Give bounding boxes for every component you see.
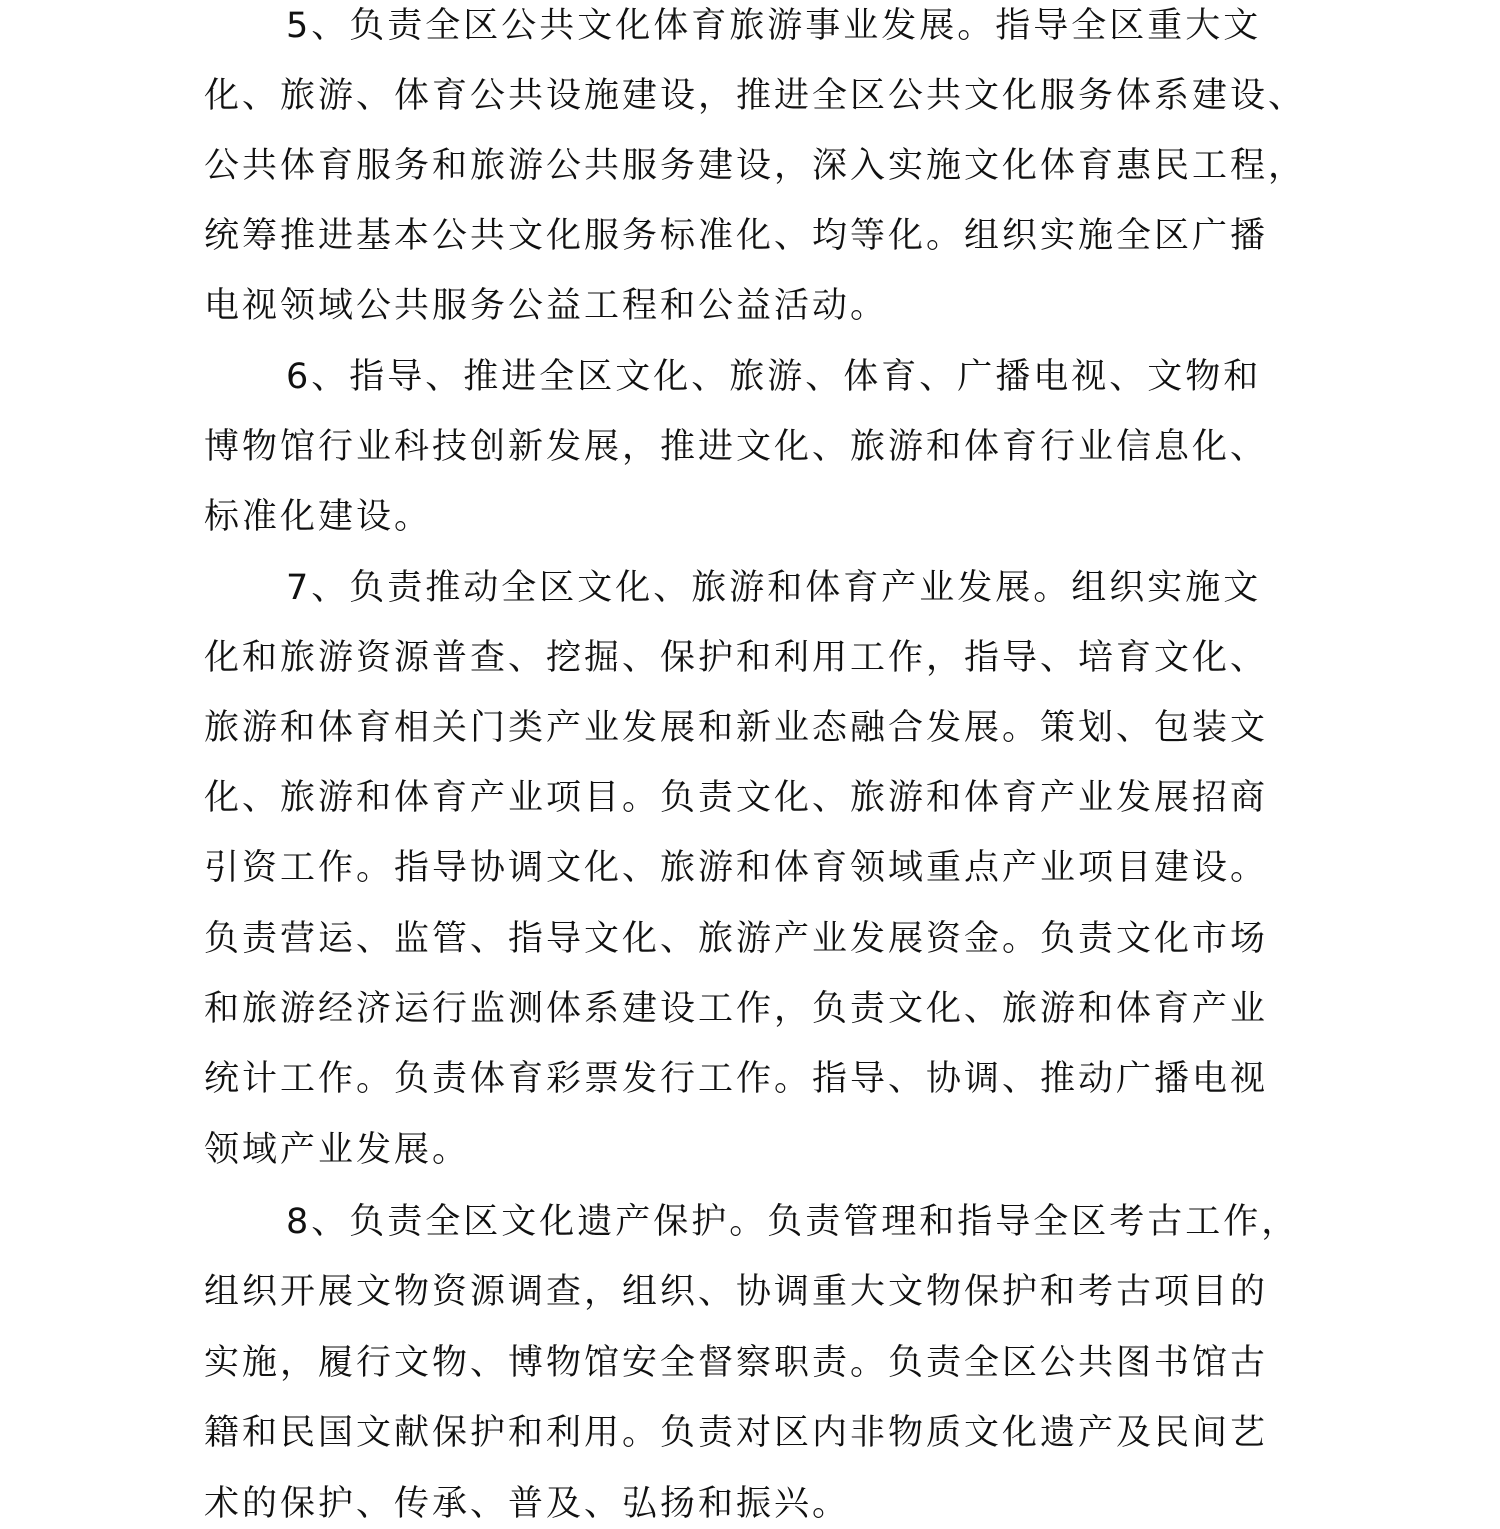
paragraph-5-line-3: 公共体育服务和旅游公共服务建设，深入实施文化体育惠民工程，	[204, 146, 1307, 186]
paragraph-7-line-8: 统计工作。负责体育彩票发行工作。指导、协调、推动广播电视	[204, 1059, 1269, 1099]
paragraph-7-line-5: 引资工作。指导协调文化、旅游和体育领域重点产业项目建设。	[204, 848, 1269, 888]
paragraph-5-line-2: 化、旅游、体育公共设施建设，推进全区公共文化服务体系建设、	[204, 76, 1307, 116]
paragraph-7-line-4: 化、旅游和体育产业项目。负责文化、旅游和体育产业发展招商	[204, 778, 1269, 818]
paragraph-8-line-1: 8、负责全区文化遗产保护。负责管理和指导全区考古工作，	[286, 1202, 1300, 1242]
paragraph-7-line-6: 负责营运、监管、指导文化、旅游产业发展资金。负责文化市场	[204, 919, 1269, 959]
paragraph-8-line-2: 组织开展文物资源调查，组织、协调重大文物保护和考古项目的	[204, 1272, 1269, 1312]
paragraph-8-line-5: 术的保护、传承、普及、弘扬和振兴。	[204, 1484, 851, 1524]
paragraph-5-line-5: 电视领域公共服务公益工程和公益活动。	[204, 286, 889, 326]
paragraph-5-line-4: 统筹推进基本公共文化服务标准化、均等化。组织实施全区广播	[204, 216, 1269, 256]
paragraph-7-line-9: 领域产业发展。	[204, 1130, 471, 1170]
paragraph-5-line-1: 5、负责全区公共文化体育旅游事业发展。指导全区重大文	[286, 6, 1262, 46]
paragraph-8-line-4: 籍和民国文献保护和利用。负责对区内非物质文化遗产及民间艺	[204, 1413, 1269, 1453]
paragraph-7-line-7: 和旅游经济运行监测体系建设工作，负责文化、旅游和体育产业	[204, 989, 1269, 1029]
paragraph-6-line-1: 6、指导、推进全区文化、旅游、体育、广播电视、文物和	[286, 357, 1262, 397]
paragraph-7-line-2: 化和旅游资源普查、挖掘、保护和利用工作，指导、培育文化、	[204, 638, 1269, 678]
paragraph-7-line-1: 7、负责推动全区文化、旅游和体育产业发展。组织实施文	[286, 568, 1262, 608]
paragraph-6-line-3: 标准化建设。	[204, 497, 433, 537]
paragraph-7-line-3: 旅游和体育相关门类产业发展和新业态融合发展。策划、包装文	[204, 708, 1269, 748]
paragraph-8-line-3: 实施，履行文物、博物馆安全督察职责。负责全区公共图书馆古	[204, 1343, 1269, 1383]
paragraph-6-line-2: 博物馆行业科技创新发展，推进文化、旅游和体育行业信息化、	[204, 427, 1269, 467]
